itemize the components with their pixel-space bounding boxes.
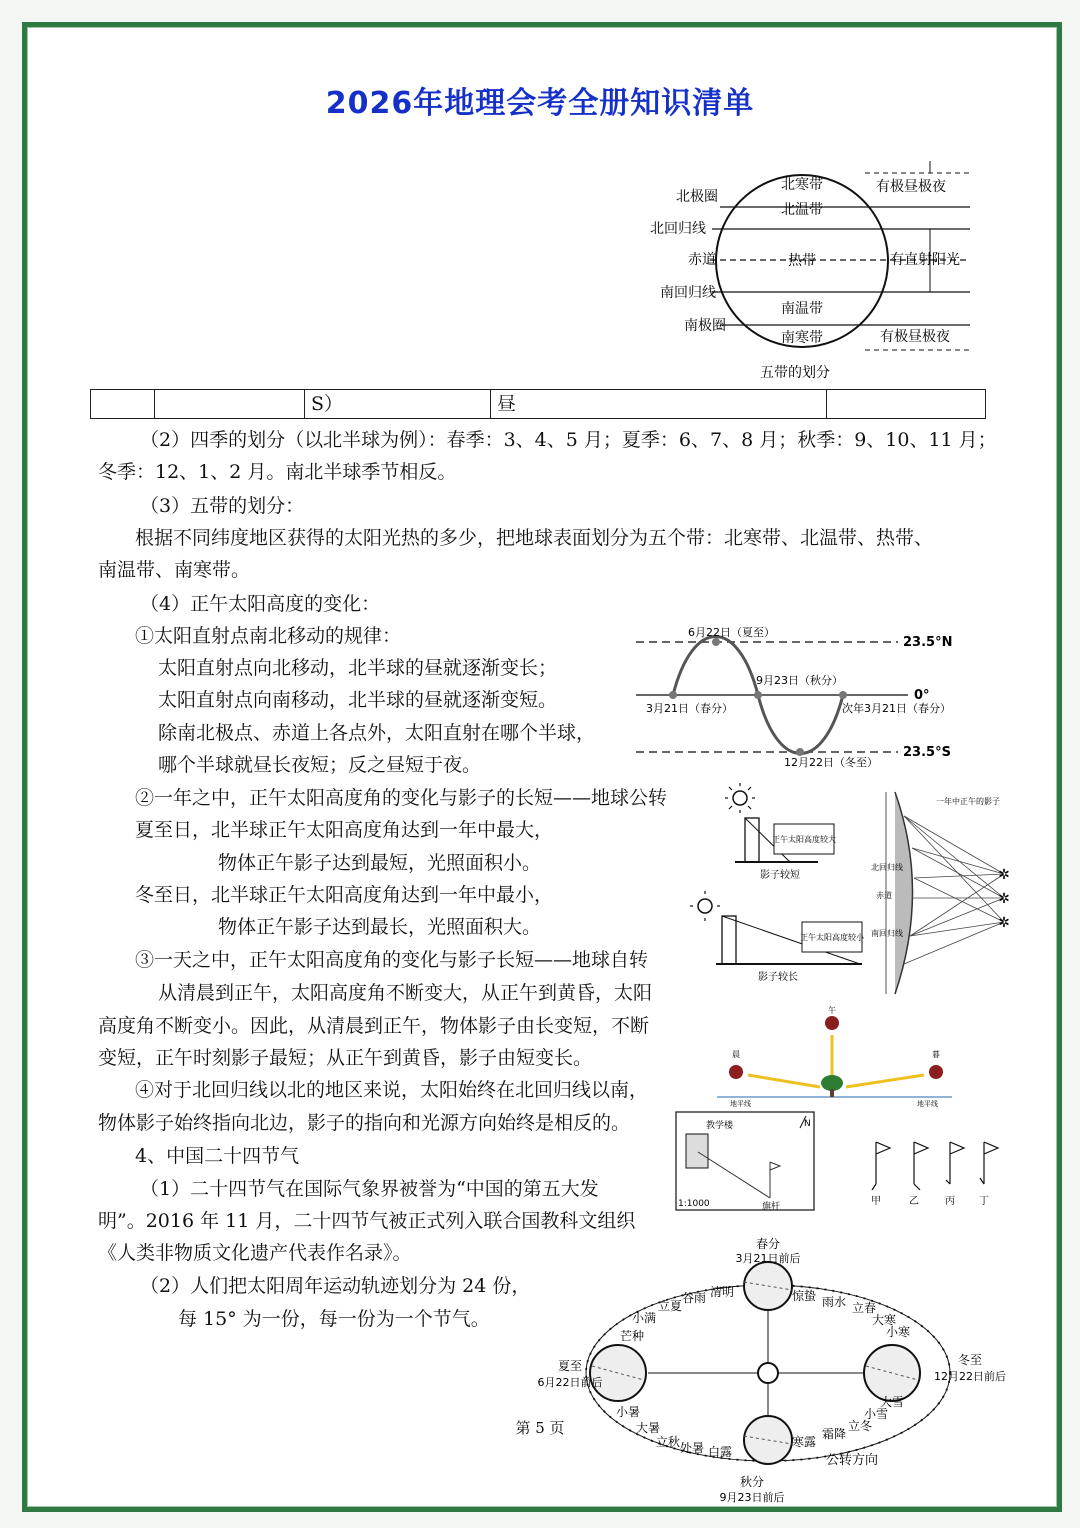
solar-terms-orbit-figure [530,1238,1020,1504]
paragraph: 物体正午影子达到最长，光照面积大。 [218,916,542,938]
five-zones-figure [640,155,990,385]
autumn-date: 9月23日前后 [719,1491,785,1504]
paragraph: 根据不同纬度地区获得的太阳光热的多少，把地球表面划分为五个带：北寒带、北温带、热带、 [135,527,934,549]
paragraph: 明”。2016 年 11 月，二十四节气被正式列入联合国教科文组织 [98,1210,636,1232]
sine-top-label: 6月22日（夏至） [688,626,775,639]
sun-icon [825,1016,839,1030]
earth-label: 北回归线 [871,863,903,872]
term-label: 雨水 [822,1295,847,1309]
paragraph: ④对于北回归线以北的地区来说，太阳始终在北回归线以南， [135,1079,649,1101]
paragraph: 每 15° 为一份，每一份为一个节气。 [178,1308,490,1330]
sun-icon [758,1363,778,1383]
paragraph: （1）二十四节气在国际气象界被誉为“中国的第五大发 [140,1178,599,1200]
paragraph: 高度角不断变小。因此，从清晨到正午，物体影子由长变短，不断 [98,1015,650,1037]
term-label: 立秋 [656,1435,681,1449]
sun-icon [929,1065,943,1079]
zones-left-label: 南极圈 [684,318,726,334]
earth-label: 赤道 [876,891,892,900]
table-cell: 昼 [491,390,827,418]
lat-s-label: 23.5°S [903,745,951,760]
term-label: 白露 [708,1445,733,1459]
building-label: 教学楼 [706,1121,734,1131]
paragraph: 南温带、南寒带。 [98,559,251,581]
zone-label: 南温带 [781,301,823,317]
zone-label: 热带 [788,253,816,269]
term-label: 小暑 [616,1405,641,1419]
section-heading: （3）五带的划分： [140,495,305,517]
table-cell [155,390,305,418]
paragraph: 《人类非物质文化遗产代表作名录》。 [98,1242,412,1264]
zones-left-label: 赤道 [688,252,716,268]
term-label: 芒种 [620,1329,645,1343]
lat-n-label: 23.5°N [903,635,953,650]
zone-label: 南寒带 [781,330,823,346]
paragraph: ②一年之中，正午太阳高度角的变化与影子的长短——地球公转 [135,787,668,809]
sun-icon: ✲ [998,891,1010,907]
page-title: 2026年地理会考全册知识清单 [325,86,755,121]
table-row [90,389,986,419]
flagpole-map-figure [676,1112,1016,1212]
spring-date: 3月21日前后 [735,1252,801,1265]
building-icon [686,1134,708,1168]
tree-icon [821,1075,843,1091]
paragraph: 哪个半球就昼长夜短；反之昼短于夜。 [158,754,482,776]
horizon-label: 地平线 [917,1100,938,1108]
daily-sun-figure [712,1005,957,1110]
paragraph: （2）人们把太阳周年运动轨迹划分为 24 份， [140,1275,531,1297]
zones-left-label: 北回归线 [650,221,706,237]
autumn-label: 秋分 [739,1475,765,1489]
sine-mid-label: 9月23日（秋分） [756,674,843,687]
paragraph: 冬季：12、1、2 月。南北半球季节相反。 [98,461,457,483]
term-label: 立春 [852,1301,877,1315]
term-label: 谷雨 [682,1291,707,1305]
term-label: 小满 [632,1311,657,1325]
paragraph: 除南北极点、赤道上各点外，太阳直射在哪个半球， [158,722,596,744]
box-small-label: 正午太阳高度较小 [800,933,864,942]
term-label: 惊蛰 [792,1289,817,1303]
shadow-long-label: 影子较长 [758,972,798,983]
sun-icon [729,1065,743,1079]
term-label: 小雪 [864,1407,889,1421]
earth-title: 一年中正午的影子 [936,797,1000,806]
section-heading: （4）正午太阳高度的变化： [140,593,381,615]
term-label: 大暑 [636,1421,661,1435]
horizon-label: 地平线 [730,1100,751,1108]
paragraph: ①太阳直射点南北移动的规律： [135,625,402,647]
subsolar-migration-figure [628,622,978,772]
sine-right-label: 次年3月21日（春分） [842,702,951,715]
north-label: N [804,1119,811,1129]
flag-label: 甲 [871,1196,881,1207]
flag-label: 乙 [909,1196,919,1207]
paragraph: 夏至日，北半球正午太阳高度角达到一年中最大， [135,819,554,841]
term-label: 立夏 [658,1299,683,1313]
term-label: 处暑 [680,1441,705,1455]
pole-label: 旗杆 [762,1202,781,1212]
spring-label: 春分 [755,1237,781,1251]
term-label: 清明 [710,1285,735,1299]
flag-label: 丙 [945,1196,955,1207]
paragraph: 变短，正午时刻影子最短；从正午到黄昏，影子由短变长。 [98,1047,593,1069]
term-label: 大寒 [872,1313,897,1327]
lat-0-label: 0° [914,688,930,703]
summer-label: 夏至 [557,1359,583,1373]
sun-icon [698,899,712,913]
zones-left-label: 南回归线 [660,285,716,301]
paragraph: 物体正午影子达到最短，光照面积小。 [218,852,542,874]
sun-icon: ✲ [998,867,1010,883]
paragraph: ③一天之中，正午太阳高度角的变化与影子长短——地球自转 [135,949,649,971]
zones-right-label: 有直射阳光 [890,252,960,268]
flag-label: 丁 [979,1196,989,1207]
zones-left-label: 北极圈 [676,189,718,205]
morning-label: 晨 [732,1050,740,1059]
table-cell: S） [305,390,491,418]
paragraph: 太阳直射点向南移动，北半球的昼就逐渐变短。 [158,689,558,711]
orbit-direction-label: 公转方向 [826,1453,879,1468]
sun-icon [733,791,747,805]
section-heading: 4、中国二十四节气 [135,1145,300,1167]
paragraph: 从清晨到正午，太阳高度角不断变大，从正午到黄昏，太阳 [158,982,653,1004]
zone-label: 北温带 [781,202,823,218]
paragraph: （2）四季的划分（以北半球为例）：春季：3、4、5 月；夏季：6、7、8 月；秋季：9、10、11 月； [140,429,997,451]
page-number: 第 5 页 [515,1419,565,1437]
table-cell [91,390,155,418]
scale-label: 1:1000 [678,1199,710,1209]
zone-label: 北寒带 [781,177,823,193]
zones-right-label: 有极昼极夜 [876,179,946,195]
term-label: 霜降 [822,1427,847,1441]
summer-date: 6月22日前后 [537,1376,603,1389]
term-label: 寒露 [792,1435,817,1449]
term-label: 立冬 [848,1419,873,1433]
paragraph: 太阳直射点向北移动，北半球的昼就逐渐变长； [158,657,558,679]
earth-label: 南回归线 [871,929,903,938]
noon-label: 午 [828,1006,836,1015]
zones-caption: 五带的划分 [760,365,830,381]
sun-icon: ✲ [998,915,1010,931]
noon-shadow-figure [690,786,1040,998]
shadow-short-label: 影子较短 [760,870,800,881]
evening-label: 暮 [932,1050,940,1059]
term-label: 大雪 [880,1395,905,1409]
zones-right-label: 有极昼极夜 [880,329,950,345]
table-cell [827,390,985,418]
box-big-label: 正午太阳高度较大 [772,835,836,844]
paragraph: 冬至日，北半球正午太阳高度角达到一年中最小， [135,884,554,906]
sine-bottom-label: 12月22日（冬至） [784,756,878,769]
term-label: 小寒 [886,1325,911,1339]
winter-label: 冬至 [957,1353,983,1367]
sine-left-label: 3月21日（春分） [646,702,733,715]
winter-date: 12月22日前后 [934,1370,1006,1383]
paragraph: 物体影子始终指向北边，影子的指向和光源方向始终是相反的。 [98,1112,631,1134]
